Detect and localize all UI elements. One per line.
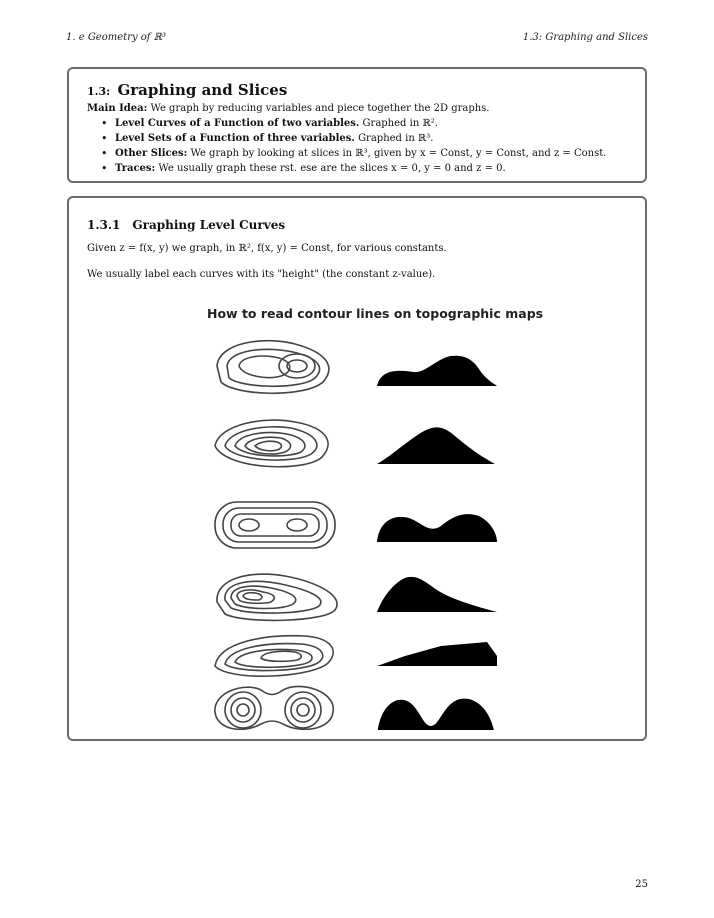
paragraph: Given z = f(x, y) we graph, in ℝ², f(x, y) = Const, for various constants. (87, 243, 447, 254)
level-curves-box (67, 196, 647, 741)
bullet-label: Level Sets of a Function of three variables. (115, 133, 355, 144)
contour-map-5 (215, 636, 333, 676)
contour-map-3 (215, 502, 335, 548)
bullet-text: Graphed in ℝ³. (354, 133, 434, 144)
bullet-text: We usually graph these rst. ese are the slices x = 0, y = 0 and z = 0. (155, 163, 506, 174)
figure-title: How to read contour lines on topographic maps (207, 306, 544, 321)
paragraph: We usually label each curves with its "height" (the constant z-value). (87, 269, 436, 280)
summary-box (67, 67, 647, 183)
profile-silhouette-3 (377, 514, 497, 542)
contour-map-6 (215, 686, 333, 729)
contour-illustration (205, 306, 515, 730)
subsection-title-text: Graphing Level Curves (132, 218, 286, 232)
profile-silhouette-5 (377, 642, 497, 666)
main-idea-text: We graph by reducing variables and piece together the 2D graphs. (147, 103, 490, 114)
contour-map-1 (217, 341, 329, 394)
bullet-label: Other Slices: (115, 148, 188, 159)
bullet-label: Traces: (115, 163, 156, 174)
profile-silhouette-1 (377, 356, 497, 386)
section-number: 1.3: (87, 85, 111, 98)
list-item (101, 116, 627, 131)
list-item (101, 146, 627, 161)
bullet-text: Graphed in ℝ². (359, 118, 438, 129)
profile-silhouette-2 (377, 427, 495, 464)
main-idea-label: Main Idea: (87, 103, 148, 114)
main-idea (87, 101, 627, 116)
subsection-title (87, 218, 627, 232)
bullet-list (87, 116, 627, 176)
subsection-number: 1.3.1 (87, 218, 121, 232)
bullet-text: We graph by looking at slices in ℝ³, given by x = Const, y = Const, and z = Const. (187, 148, 607, 159)
section-title (87, 81, 627, 99)
list-item (101, 161, 627, 176)
running-head-left: 1. e Geometry of ℝ³ (66, 32, 166, 43)
profile-silhouette-6 (377, 699, 495, 730)
contour-map-2 (215, 420, 328, 467)
contour-figure (205, 306, 544, 730)
contour-map-4 (217, 574, 337, 620)
running-head-right: 1.3: Graphing and Slices (522, 32, 648, 43)
list-item (101, 131, 627, 146)
bullet-label: Level Curves of a Function of two variables. (115, 118, 360, 129)
section-title-text: Graphing and Slices (117, 81, 288, 99)
profile-silhouette-4 (377, 577, 497, 612)
page-number: 25 (635, 879, 648, 890)
